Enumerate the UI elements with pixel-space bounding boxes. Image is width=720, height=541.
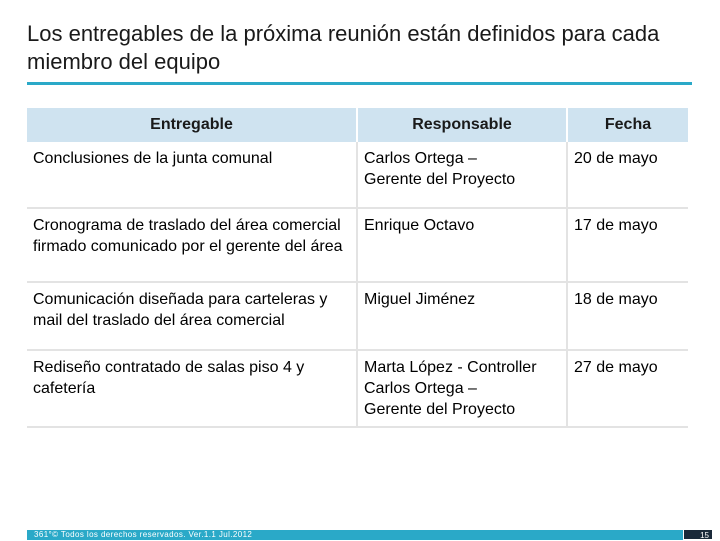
deliverable-cell: Comunicación diseñada para carteleras y mail del traslado del área comercial — [27, 282, 357, 350]
table-row — [27, 350, 688, 427]
deliverable-cell: Cronograma de traslado del área comercial firmado comunicado por el gerente del área — [27, 208, 357, 282]
responsible-cell — [357, 350, 567, 427]
footer-copyright: 361°© Todos los derechos reservados. Ver.1.1 Jul.2012 — [34, 530, 253, 539]
deliverables-table — [27, 108, 688, 428]
deliverable-cell: Conclusiones de la junta comunal — [27, 142, 357, 208]
date-cell: 20 de mayo — [567, 142, 688, 208]
responsible-cell — [357, 282, 567, 350]
page-number-badge: 15 — [683, 529, 713, 540]
column-header-deliverable: Entregable — [27, 108, 357, 142]
table-row — [27, 208, 688, 282]
date-cell: 18 de mayo — [567, 282, 688, 350]
responsible-line: Marta López - Controller — [364, 359, 537, 376]
responsible-line: Gerente del Proyecto — [364, 171, 516, 188]
responsible-line: Enrique Octavo — [364, 217, 475, 234]
column-header-date: Fecha — [567, 108, 688, 142]
responsible-line: Carlos Ortega – — [364, 150, 477, 167]
date-cell: 27 de mayo — [567, 350, 688, 427]
responsible-line: Carlos Ortega – — [364, 380, 477, 397]
responsible-cell — [357, 208, 567, 282]
responsible-cell — [357, 142, 567, 208]
table-row — [27, 142, 688, 208]
responsible-line: Gerente del Proyecto — [364, 401, 516, 418]
column-header-responsible: Responsable — [357, 108, 567, 142]
date-cell: 17 de mayo — [567, 208, 688, 282]
table-header-row — [27, 108, 688, 142]
deliverable-cell: Rediseño contratado de salas piso 4 y cafetería — [27, 350, 357, 427]
slide-title: Los entregables de la próxima reunión están definidos para cada miembro del equipo — [27, 21, 660, 74]
table-row — [27, 282, 688, 350]
responsible-line: Miguel Jiménez — [364, 291, 476, 308]
title-rule — [27, 82, 692, 85]
